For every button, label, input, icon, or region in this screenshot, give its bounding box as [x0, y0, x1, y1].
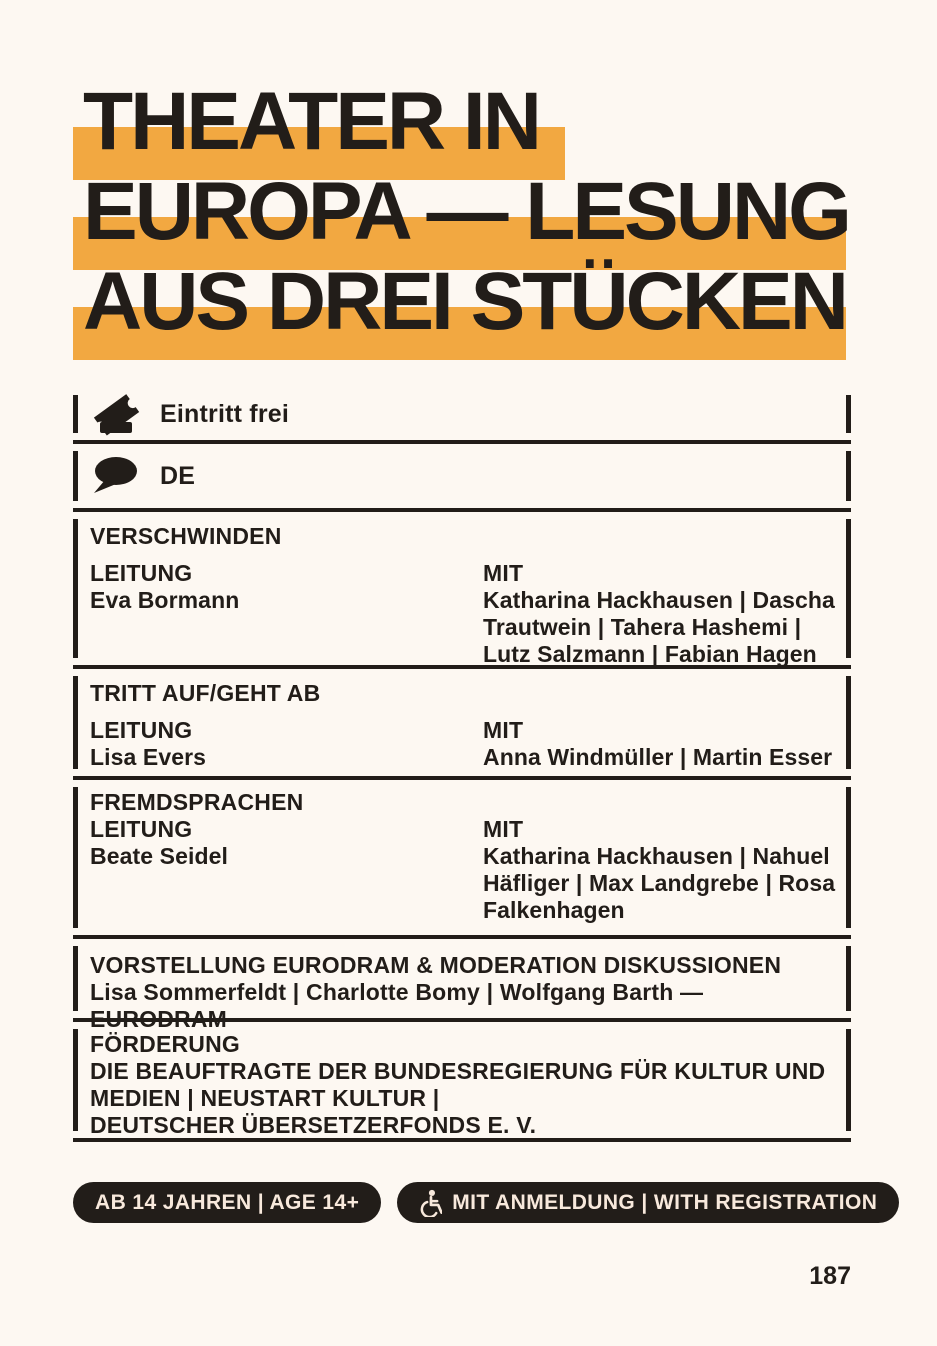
badge-row	[73, 1182, 878, 1223]
mit-label: MIT	[483, 717, 524, 743]
age-badge	[73, 1182, 381, 1223]
age-badge-label: AB 14 JAHREN | AGE 14+	[95, 1190, 360, 1214]
moderation-names: Lisa Sommerfeldt | Charlotte Bomy | Wolfgang Barth — EURODRAM	[90, 979, 704, 1032]
funding-text: DEUTSCHER ÜBERSETZERFONDS E. V.	[90, 1112, 537, 1138]
moderation-section	[73, 939, 851, 1032]
speech-bubble-icon	[90, 454, 140, 498]
program-page	[73, 0, 878, 1223]
language-row	[73, 444, 851, 512]
admission-row	[73, 388, 851, 444]
mit-label: MIT	[483, 816, 524, 842]
leitung-label: LEITUNG	[90, 816, 193, 842]
registration-badge	[397, 1182, 899, 1223]
title-line-1	[73, 77, 851, 167]
page-title	[73, 77, 851, 347]
production-tritt-auf-geht-ab	[73, 669, 851, 780]
ticket-icon	[90, 391, 140, 437]
leitung-label: LEITUNG	[90, 717, 193, 743]
title-line-3	[73, 257, 851, 347]
production-verschwinden	[73, 512, 851, 669]
title-text: AUS DREI STÜCKEN	[83, 256, 846, 347]
production-fremdsprachen	[73, 780, 851, 939]
production-title: FREMDSPRACHEN	[90, 789, 304, 815]
moderation-title: VORSTELLUNG EURODRAM & MODERATION DISKUSSIONEN	[90, 952, 782, 978]
funding-title: FÖRDERUNG	[90, 1031, 241, 1057]
mit-names: Katharina Hackhausen | Nahuel Häfliger | Max Landgrebe | Rosa Falkenhagen	[483, 843, 836, 923]
mit-names: Katharina Hackhausen | Dascha Trautwein | Tahera Hashemi | Lutz Salzmann | Fabian Hagen	[483, 587, 835, 667]
registration-badge-label: MIT ANMELDUNG | WITH REGISTRATION	[452, 1190, 878, 1214]
title-text: EUROPA — LESUNG	[83, 166, 849, 257]
wheelchair-icon	[419, 1189, 442, 1217]
title-text: THEATER IN	[83, 76, 539, 167]
production-title: TRITT AUF/GEHT AB	[90, 680, 321, 706]
leitung-names: Beate Seidel	[90, 843, 228, 869]
leitung-names: Lisa Evers	[90, 744, 207, 770]
language-label: DE	[160, 461, 196, 490]
funding-section	[73, 1022, 851, 1142]
production-title: VERSCHWINDEN	[90, 523, 282, 549]
funding-text: DIE BEAUFTRAGTE DER BUNDESREGIERUNG FÜR KULTUR UND MEDIEN | NEUSTART KULTUR |	[90, 1058, 826, 1111]
mit-names: Anna Windmüller | Martin Esser	[483, 744, 833, 770]
admission-label: Eintritt frei	[160, 399, 289, 428]
title-line-2	[73, 167, 851, 257]
leitung-names: Eva Bormann	[90, 587, 240, 613]
mit-label: MIT	[483, 560, 524, 586]
leitung-label: LEITUNG	[90, 560, 193, 586]
page-number: 187	[809, 1262, 851, 1290]
